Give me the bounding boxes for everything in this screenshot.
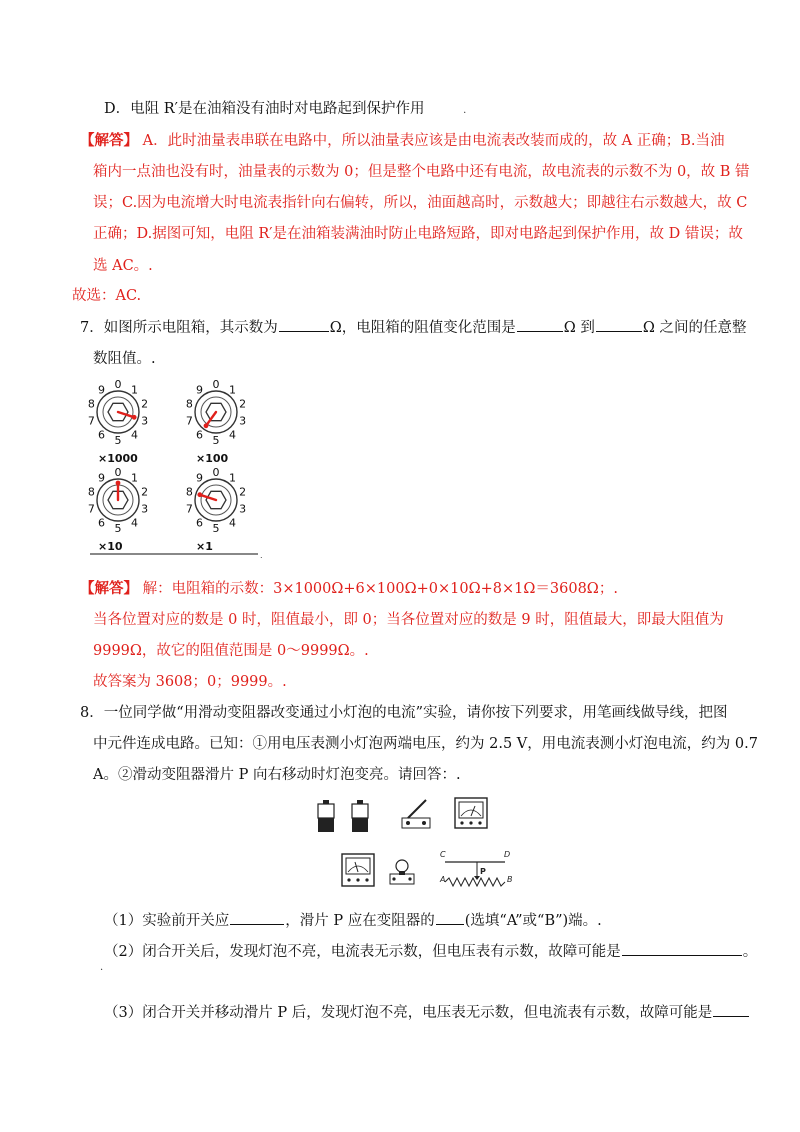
stray-mark: .	[100, 962, 104, 973]
dial-digit: 0	[212, 378, 220, 391]
q8-sub1-part: (选填“A”或“B”)端。.	[464, 913, 602, 929]
dial-digit: 9	[196, 471, 203, 485]
dial-digit: 1	[229, 471, 236, 485]
dial-pointer-tip	[116, 481, 121, 486]
dial-digit: 8	[185, 397, 193, 411]
q7-answer-line-1	[80, 579, 618, 599]
q6-answer-line-1	[80, 131, 725, 151]
q8-sub1-part: （1）实验前开关应	[104, 913, 230, 929]
dial-digit: 7	[185, 502, 193, 516]
q7-stem-part: Ω 之间的任意整	[642, 320, 747, 336]
q8-stem-line-3: A。②滑动变阻器滑片 P 向右移动时灯泡变亮。请回答：.	[93, 767, 461, 783]
battery-icon	[352, 800, 368, 832]
dial-digit: 5	[212, 522, 220, 535]
dial-digit: 5	[212, 434, 220, 447]
q7-stem-part: 7．如图所示电阻箱，其示数为	[80, 320, 278, 336]
circuit-components-figure	[312, 794, 522, 900]
dial-digit: 9	[98, 383, 105, 397]
q6-final-answer: 故选：AC.	[72, 288, 142, 304]
q8-sub-question-2	[104, 941, 757, 962]
dial-digit: 8	[88, 485, 95, 499]
answer-blank[interactable]	[713, 1002, 749, 1017]
dial-digit: 2	[141, 397, 149, 411]
answer-label: 【解答】	[80, 132, 138, 149]
answer-blank[interactable]	[436, 910, 464, 925]
dial-digit: 4	[131, 428, 138, 442]
q7-stem-line-1	[80, 317, 747, 338]
resistance-dial	[88, 378, 148, 465]
dial-multiplier-label: ×1000	[98, 452, 138, 465]
rheostat-label-p: P	[480, 867, 486, 876]
dial-digit: 6	[98, 516, 105, 530]
figure-mark: .	[260, 551, 263, 560]
dial-digit: 7	[88, 414, 95, 428]
option-d-mark: .	[463, 105, 467, 116]
answer-blank[interactable]	[622, 941, 742, 956]
q6-answer-line-3: 误；C.因为电流增大时电流表指针向右偏转，所以，油面越高时，示数越大；即越往右示数越大，故 C	[93, 195, 748, 211]
resistance-dial	[186, 466, 246, 553]
q8-sub-question-3	[104, 1002, 750, 1023]
dial-digit: 6	[98, 428, 105, 442]
dial-digit: 1	[131, 471, 138, 485]
q6-answer-line-2: 箱内一点油也没有时，油量表的示数为 0；但是整个电路中还有电流，故电流表的示数不为 0，故 B 错	[93, 164, 750, 180]
rheostat-label-a: A	[440, 875, 446, 884]
q7-stem-line-2: 数阻值。.	[93, 351, 156, 367]
switch-icon	[402, 800, 430, 828]
dial-digit: 0	[114, 378, 122, 391]
q8-sub-question-1	[104, 910, 602, 931]
answer-text: A．此时油量表串联在电路中，所以油量表应该是由电流表改装而成的，故 A 正确；B.当油	[142, 133, 725, 149]
resistance-box-figure	[88, 376, 268, 562]
dial-digit: 3	[141, 502, 149, 516]
answer-blank[interactable]	[279, 317, 329, 332]
dial-digit: 9	[98, 471, 105, 485]
dial-digit: 2	[141, 485, 149, 499]
dial-digit: 4	[131, 516, 138, 530]
q7-answer-line-3: 9999Ω，故它的阻值范围是 0～9999Ω。.	[93, 643, 369, 659]
dial-digit: 7	[185, 414, 193, 428]
ammeter-icon	[455, 798, 487, 828]
q8-stem-line-2: 中元件连成电路。已知：①用电压表测小灯泡两端电压，约为 2.5 V，用电流表测小灯泡电流，约为 0.7	[93, 736, 758, 752]
dial-digit: 8	[185, 485, 193, 499]
option-d-text: D．电阻 R′是在油箱没有油时对电路起到保护作用	[104, 101, 425, 117]
q7-stem-part: Ω，电阻箱的阻值变化范围是	[329, 320, 516, 336]
dial-digit: 5	[114, 434, 122, 447]
dial-digit: 1	[131, 383, 138, 397]
answer-text: 解：电阻箱的示数：3×1000Ω+6×100Ω+0×10Ω+8×1Ω＝3608Ω；.	[142, 581, 618, 597]
dial-digit: 0	[114, 466, 122, 479]
dial-multiplier-label: ×10	[98, 540, 123, 553]
dial-digit: 3	[141, 414, 149, 428]
dial-digit: 1	[229, 383, 236, 397]
q7-stem-part: Ω 到	[563, 320, 595, 336]
q7-answer-line-4: 故答案为 3608；0；9999。.	[93, 674, 287, 690]
q8-sub2-part: 。	[742, 944, 758, 960]
option-d	[104, 99, 466, 121]
dial-pointer-tip	[197, 492, 202, 497]
dial-pointer-tip	[132, 415, 137, 420]
dial-digit: 4	[229, 428, 236, 442]
rheostat-label-c: C	[440, 850, 446, 859]
q8-sub1-part: ，滑片 P 应在变阻器的	[285, 913, 435, 929]
rheostat-icon	[439, 850, 513, 886]
q7-answer-line-2: 当各位置对应的数是 0 时，阻值最小，即 0；当各位置对应的数是 9 时，阻值最大，即最大阻值为	[93, 612, 724, 628]
dial-digit: 8	[88, 397, 95, 411]
dial-multiplier-label: ×1	[196, 540, 213, 553]
q6-answer-line-4: 正确；D.据图可知，电阻 R′是在油箱装满油时防止电路短路，即对电路起到保护作用，故 D 错误；故	[93, 226, 743, 242]
dial-multiplier-label: ×100	[196, 452, 229, 465]
q8-stem-line-1: 8．一位同学做“用滑动变阻器改变通过小灯泡的电流”实验，请你按下列要求，用笔画线做导线，把图	[80, 705, 728, 721]
dial-digit: 0	[212, 466, 220, 479]
battery-icon	[318, 800, 334, 832]
dial-digit: 4	[229, 516, 236, 530]
q8-sub2-part: （2）闭合开关后，发现灯泡不亮，电流表无示数，但电压表有示数，故障可能是	[104, 944, 621, 960]
answer-blank[interactable]	[596, 317, 642, 332]
resistance-dial	[88, 466, 148, 553]
resistance-dial	[186, 378, 246, 465]
rheostat-label-b: B	[507, 875, 513, 884]
q6-answer-line-5: 选 AC。.	[93, 258, 153, 274]
rheostat-label-d: D	[504, 850, 511, 859]
answer-blank[interactable]	[230, 910, 284, 925]
dial-digit: 2	[239, 485, 247, 499]
answer-label: 【解答】	[80, 580, 138, 597]
answer-blank[interactable]	[517, 317, 563, 332]
dial-digit: 7	[88, 502, 95, 516]
dial-digit: 3	[239, 414, 247, 428]
dial-digit: 6	[196, 516, 203, 530]
dial-digit: 6	[196, 428, 203, 442]
dial-digit: 9	[196, 383, 203, 397]
dial-pointer-tip	[204, 423, 209, 428]
voltmeter-icon	[342, 854, 374, 886]
light-bulb-icon	[390, 860, 414, 884]
dial-digit: 3	[239, 502, 247, 516]
dial-digit: 5	[114, 522, 122, 535]
q8-sub3-part: （3）闭合开关并移动滑片 P 后，发现灯泡不亮，电压表无示数，但电流表有示数，故障可能是	[104, 1005, 713, 1021]
dial-digit: 2	[239, 397, 247, 411]
